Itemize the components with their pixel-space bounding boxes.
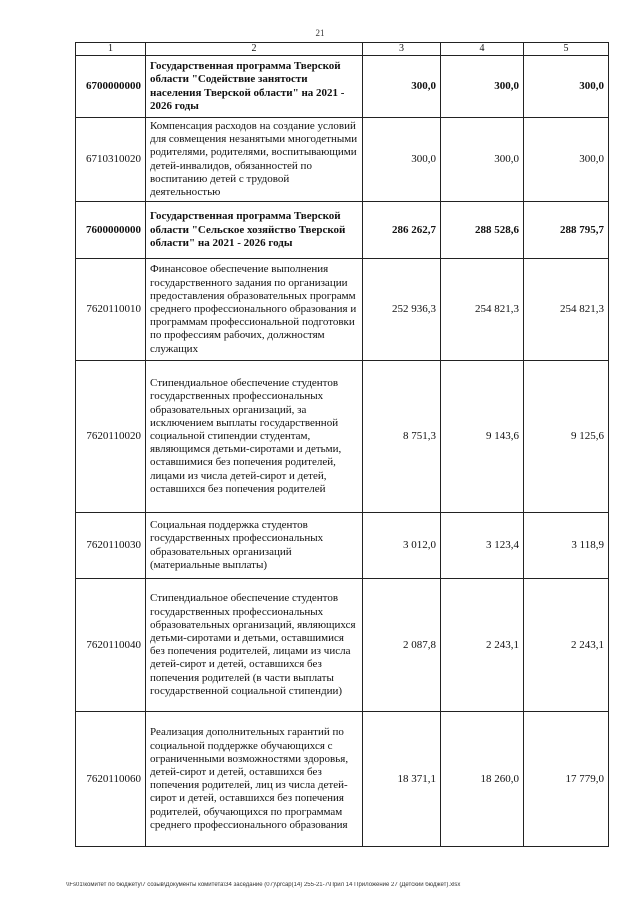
header-cell-name: 2 xyxy=(146,43,363,56)
cell-code: 7620110020 xyxy=(76,361,146,513)
cell-value-3: 9 125,6 xyxy=(524,361,609,513)
cell-name: Стипендиальное обеспечение студентов государственных профессиональных образовательных организаций, за исключением выплаты государственной социальной стипендии студентам, являющимся детьми-сиротами и детьми, оставшимися без попечения родителей, лицами из числа детей-сирот и детей, оставшихся без попечения родителей xyxy=(146,361,363,513)
cell-value-2: 18 260,0 xyxy=(441,712,524,847)
table-row xyxy=(76,361,609,513)
table-row xyxy=(76,259,609,361)
cell-name: Социальная поддержка студентов государственных профессиональных образовательных организаций (материальные выплаты) xyxy=(146,513,363,579)
header-cell-value-2: 4 xyxy=(441,43,524,56)
cell-code: 7620110040 xyxy=(76,579,146,712)
cell-value-1: 3 012,0 xyxy=(363,513,441,579)
cell-name: Стипендиальное обеспечение студентов государственных профессиональных образовательных организаций, являющихся детьми-сиротами и детьми, оставшимися без попечения родителей, лицами из числа детей-сирот и детей, оставшихся без попечения родителей (в части выплаты государственной социальной стипендии) xyxy=(146,579,363,712)
cell-value-1: 18 371,1 xyxy=(363,712,441,847)
table-row-program xyxy=(76,56,609,118)
cell-name: Реализация дополнительных гарантий по социальной поддержке обучающихся с ограниченными возможностями здоровья, детей-сирот и детей, оставшихся без попечения родителей, лиц из числа детей-сирот и детей, оставшихся без попечения родителей, обучающихся по программам среднего профессионального образования xyxy=(146,712,363,847)
cell-value-3: 288 795,7 xyxy=(524,202,609,259)
cell-value-1: 300,0 xyxy=(363,118,441,202)
cell-value-1: 252 936,3 xyxy=(363,259,441,361)
cell-value-3: 3 118,9 xyxy=(524,513,609,579)
page-number: 21 xyxy=(315,28,325,38)
cell-name: Государственная программа Тверской области "Содействие занятости населения Тверской области" на 2021 - 2026 годы xyxy=(146,56,363,118)
cell-value-2: 9 143,6 xyxy=(441,361,524,513)
cell-value-2: 300,0 xyxy=(441,56,524,118)
footer-file-path: \\Fs01\комитет по бюджету\7 созыв\Документы комитета\34 заседание (07)\prcap(14) 255-21-7\Прил 14 Приложение 27 (Детский бюджет).xlsx xyxy=(66,882,461,888)
cell-name: Государственная программа Тверской области "Сельское хозяйство Тверской области" на 2021 - 2026 годы xyxy=(146,202,363,259)
cell-value-3: 300,0 xyxy=(524,56,609,118)
cell-value-1: 286 262,7 xyxy=(363,202,441,259)
cell-value-1: 2 087,8 xyxy=(363,579,441,712)
budget-table xyxy=(75,42,609,847)
table-row xyxy=(76,579,609,712)
table-row-program xyxy=(76,202,609,259)
cell-value-1: 8 751,3 xyxy=(363,361,441,513)
cell-value-2: 254 821,3 xyxy=(441,259,524,361)
cell-code: 7620110010 xyxy=(76,259,146,361)
cell-value-2: 2 243,1 xyxy=(441,579,524,712)
cell-value-3: 300,0 xyxy=(524,118,609,202)
table-row xyxy=(76,118,609,202)
table-row xyxy=(76,712,609,847)
header-cell-value-1: 3 xyxy=(363,43,441,56)
cell-value-3: 17 779,0 xyxy=(524,712,609,847)
cell-code: 7620110030 xyxy=(76,513,146,579)
header-cell-code: 1 xyxy=(76,43,146,56)
cell-value-2: 300,0 xyxy=(441,118,524,202)
header-cell-value-3: 5 xyxy=(524,43,609,56)
cell-code: 7600000000 xyxy=(76,202,146,259)
table-header-row xyxy=(76,43,609,56)
cell-value-3: 2 243,1 xyxy=(524,579,609,712)
cell-value-2: 3 123,4 xyxy=(441,513,524,579)
cell-code: 6700000000 xyxy=(76,56,146,118)
cell-value-2: 288 528,6 xyxy=(441,202,524,259)
cell-name: Компенсация расходов на создание условий для совмещения незанятыми многодетными родителями, родителями, воспитывающими детей-инвалидов, обязанностей по воспитанию детей с трудовой деятельностью xyxy=(146,118,363,202)
cell-value-3: 254 821,3 xyxy=(524,259,609,361)
cell-code: 7620110060 xyxy=(76,712,146,847)
cell-value-1: 300,0 xyxy=(363,56,441,118)
cell-code: 6710310020 xyxy=(76,118,146,202)
cell-name: Финансовое обеспечение выполнения государственного задания по организации предоставления образовательных программ среднего профессионального образования и программам профессиональной подготовки по профессиям рабочих, должностям служащих xyxy=(146,259,363,361)
table-row xyxy=(76,513,609,579)
